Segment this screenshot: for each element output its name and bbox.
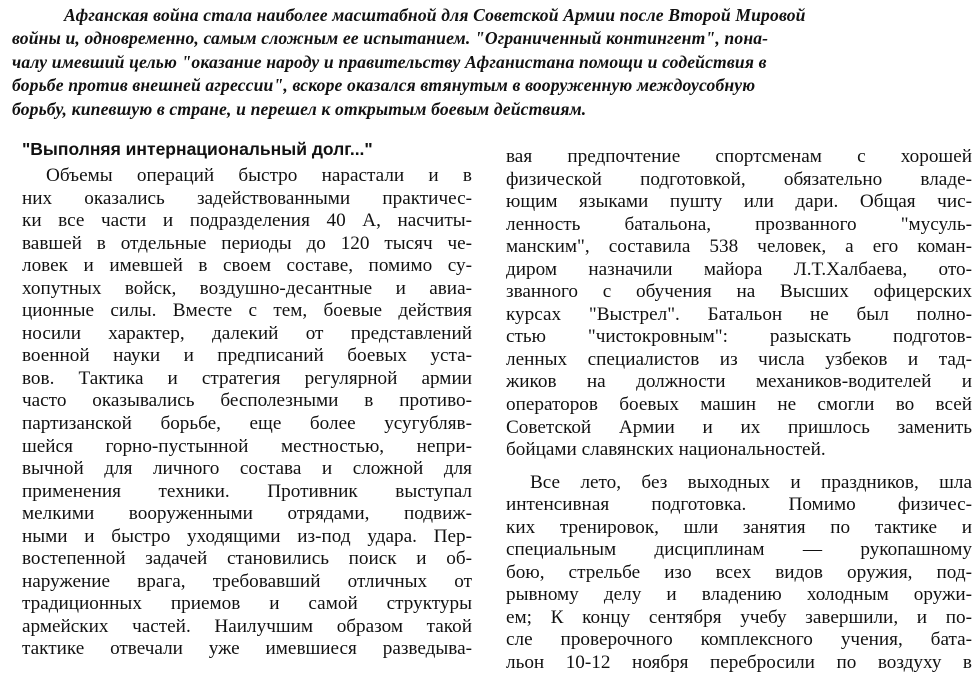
text-line: специальным дисциплинам — рукопашному [506,539,972,561]
left-column [22,138,472,661]
intro-line: чалу имевший целью "оказание народу и правительству Афганистана помощи и содействия в [12,51,767,72]
text-line: вов. Тактика и стратегия регулярной армии [22,367,472,389]
text-line: курсах "Выстрел". Батальон не был полно- [506,303,972,325]
text-line: ем; К концу сентября учебу завершили, и по- [506,606,972,628]
intro-line: борьбе против внешней агрессии", вскоре оказался втянутым в вооруженную междоусобную [12,75,756,96]
text-line: ющим языками пушту или дари. Общая чис- [506,191,972,213]
section-heading: "Выполняя интернациональный долг..." [22,139,373,159]
text-line: ленность батальона, прозванного "мусуль- [506,213,972,235]
text-line: званного с обучения на Высших офицерских [506,281,972,303]
text-line: ловек и имевшей в своем составе, помимо су- [22,255,472,277]
text-line: хопутных войск, воздушно-десантные и авиа- [22,277,472,299]
paragraph-gap [506,462,972,472]
text-line: манским", составила 538 человек, а его коман- [506,236,972,258]
intro-paragraph [0,4,976,121]
text-line: льон 10-12 ноября перебросили по воздуху в [506,652,972,674]
left-paragraph [22,165,472,661]
text-line: интенсивная подготовка. Помимо физичес- [506,494,972,516]
text-line: Все лето, без выходных и праздников, шла [530,471,972,493]
text-line: армейских частей. Наилучшим образом такой [22,615,472,637]
text-line: ких тренировок, шли занятия по тактике и [506,516,972,538]
text-line: них оказались задействованными практичес- [22,187,472,209]
text-line: применения техники. Противник выступал [22,480,472,502]
text-line: вавшей в отдельные периоды до 120 тысяч че- [22,232,472,254]
text-line: востепенной задачей становились поиск и об- [22,548,472,570]
text-line: ными и быстро уходящими из-под удара. Пер- [22,525,472,547]
text-line: традиционных приемов и самой структуры [22,593,472,615]
text-line: ленных специалистов из числа узбеков и тад- [506,348,972,370]
text-line: сле проверочного комплексного учения, бата- [506,629,972,651]
text-line: часто оказывались бесполезными в противо- [22,390,472,412]
right-paragraph-1 [506,146,972,462]
intro-line: войны и, одновременно, самым сложным ее испытанием. "Ограниченный контингент", пона- [12,28,769,49]
text-line: физической подготовкой, обязательно владе- [506,168,972,190]
text-line: ки все части и подразделения 40 А, насчиты- [22,210,472,232]
text-line: шейся горно-пустынной местностью, непри- [22,435,472,457]
text-line: мелкими вооруженными отрядами, подвиж- [22,503,472,525]
text-line: рывному делу и владению холодным оружи- [506,584,972,606]
text-line: ционные силы. Вместе с тем, боевые действия [22,300,472,322]
text-line: Советской Армии и их пришлось заменить [506,416,972,438]
text-line: военной науки и предписаний боевых уста- [22,345,472,367]
text-line: диром назначили майора Л.Т.Халбаева, ото- [506,258,972,280]
text-line: тактике отвечали уже имевшиеся разведыва- [22,638,472,660]
text-line: бойцами славянских национальностей. [506,439,826,461]
right-column [506,146,972,675]
intro-line: борьбу, кипевшую в стране, и перешел к открытым боевым действиям. [12,98,587,119]
text-line: вая предпочтение спортсменам с хорошей [506,146,972,167]
text-line: носили характер, далекий от представлений [22,322,472,344]
text-line: Объемы операций быстро нарастали и в [46,165,472,186]
text-line: операторов боевых машин не смогли во всей [506,394,972,416]
right-paragraph-2 [506,472,972,675]
text-line: стью "чистокровным": разыскать подготов- [506,326,972,348]
intro-line: Афганская война стала наиболее масштабной для Советской Армии после Второй Мировой [64,5,806,25]
text-line: бою, стрельбе изо всех видов оружия, под- [506,561,972,583]
text-line: вычной для личного состава и сложной для [22,458,472,480]
text-line: жиков на должности механиков-водителей и [506,371,972,393]
text-line: партизанской борьбе, еще более усугубляв- [22,413,472,435]
text-line: наружение врага, требовавший отличных от [22,570,472,592]
